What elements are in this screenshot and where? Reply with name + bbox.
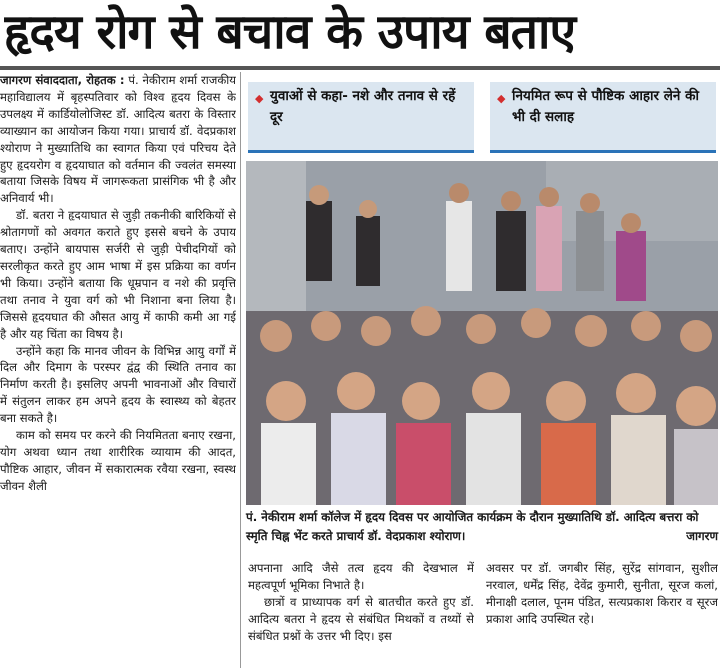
col1-para-3: उन्होंने कहा कि मानव जीवन के विभिन्न आयु वर्गों में दिल और दिमाग के परस्पर द्वंद्व की स्थिति तनाव का निर्माण करती है। इसलिए अपनी भावनाओं और विचारों में संतुलन लाकर हम अपने हृदय के स्वास्थ्य को बेहतर बना सकते है। (0, 343, 236, 426)
col1-para-4: काम को समय पर करने की नियमितता बनाए रखना, योग अथवा ध्यान तथा शारीरिक व्यायाम की आदत, पौष्टिक आहार, जीवन में सकारात्मक रवैया रखना, स्वस्थ जीवन शैली (0, 428, 236, 493)
headline: हृदय रोग से बचाव के उपाय बताए (4, 4, 575, 60)
byline: जागरण संवाददाता, रोहतक : (0, 73, 125, 87)
kicker-rule-2 (490, 150, 716, 153)
kicker-text-2: नियमित रूप से पौष्टिक आहार लेने की भी दी सलाह (512, 88, 699, 125)
column-divider (240, 72, 241, 668)
col1-para-2: डॉ. बतरा ने हृदयाघात से जुड़ी तकनीकी बारिकियों से श्रोतागणों को अवगत कराते हुए इससे बचने के उपाय बताए। उन्होंने बायपास सर्जरी से जुड़ी पेचीदगियों को सरलीकृत करते हुए आम भाषा में इस प्रक्रिया का वर्णन भी किया। उन्होंने बताया कि धूम्रपान व नशे की प्रवृत्ति तथा तनाव ने युवा वर्ग को भी निशाना बना लिया है। जिससे हृदयघात की औसत आयु में काफी कमी आ गई है और यह चिंता का विषय है। (0, 208, 236, 341)
col3-para-1: अवसर पर डॉ. जगबीर सिंह, सुरेंद्र सांगवान, सुशील नरवाल, धर्मेंद्र सिंह, देवेंद्र कुमारी, सुनीता, सूरज कलां, मीनाक्षी दलाल, पूनम पंडित, सत्यप्रकाश किरार व सूरज प्रकाश आदि उपस्थित रहे। (486, 561, 718, 626)
caption-text: पं. नेकीराम शर्मा कॉलेज में हृदय दिवस पर आयोजित कार्यक्रम के दौरान मुख्यातिथि डॉ. आदित्य बत्तरा को स्मृति चिह्न भेंट करते प्राचार्य डॉ. वेदप्रकाश श्योराण। (246, 510, 699, 543)
kicker-box-2 (490, 82, 716, 150)
col2-para-2: छात्रों व प्राध्यापक वर्ग से बातचीत करते हुए डॉ. आदित्य बतरा ने हृदय से संबंधित मिथकों व तथ्यों से संबंधित प्रश्नों के उत्तर भी दिए। इस (248, 594, 474, 643)
group-photo-illustration (246, 161, 718, 505)
col1-para-1: पं. नेकीराम शर्मा राजकीय महाविद्यालय में बृहस्पतिवार को विश्व हृदय दिवस के उपलक्ष्य में कार्डियोलोजिस्ट डॉ. आदित्य बतरा के विस्तार व्याख्यान का आयोजन किया गया। प्राचार्य डॉ. वेदप्रकाश श्योराण ने मुख्यातिथि का स्वागत किया एवं परिचय देते हुए हृदयरोग व हृदयाघात को वर्तमान की ज्वलंत समस्या बताया जिसके विषय में जागरूकता प्रासंगिक भी है और अनिवार्य भी। (0, 73, 236, 206)
headline-rule (0, 66, 720, 70)
article-column-1 (0, 72, 236, 670)
article-column-3 (486, 560, 718, 670)
article-column-2 (248, 560, 474, 670)
kicker-rule-1 (248, 150, 474, 153)
photo-caption (246, 508, 718, 550)
kicker-box-1 (248, 82, 474, 150)
diamond-bullet-icon: ◆ (255, 92, 264, 105)
diamond-bullet-icon: ◆ (497, 92, 506, 105)
photo-credit: जागरण (686, 529, 718, 543)
news-photo (246, 161, 718, 505)
col2-para-1: अपनाना आदि जैसे तत्व हृदय की देखभाल में महत्वपूर्ण भूमिका निभाते है। (248, 561, 474, 592)
kicker-text-1: युवाओं से कहा- नशे और तनाव से रहें दूर (270, 88, 456, 125)
